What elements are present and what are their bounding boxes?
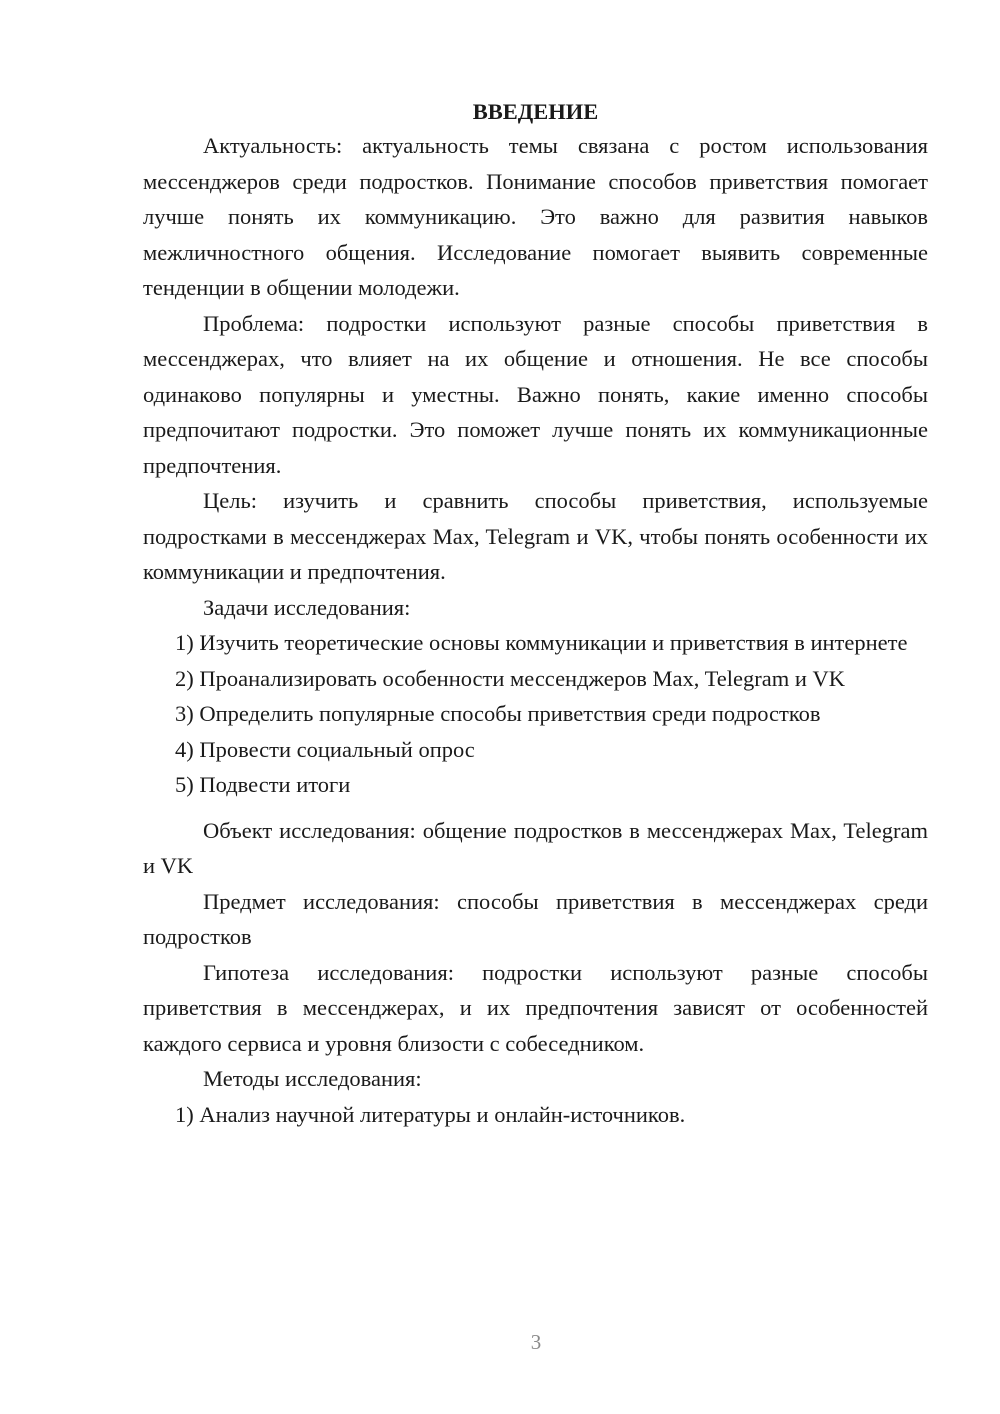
method-item-1: 1) Анализ научной литературы и онлайн-источников.: [175, 1101, 686, 1127]
paragraph-tasks-title: Задачи исследования:: [203, 594, 411, 620]
paragraph-subject: Предмет исследования: способы приветствия в мессенджерах среди подростков: [143, 888, 928, 949]
paragraph-problem: Проблема: подростки используют разные способы приветствия в мессенджерах, что влияет на их общение и отношения. Не все способы одинаково популярны и уместны. Важно понять, какие именно способы предпочитают подростки. Это поможет лучше понять их коммуникационные предпочтения.: [143, 310, 928, 478]
paragraph-goal: Цель: изучить и сравнить способы приветствия, используемые подростками в мессенджерах Max, Telegram и VK, чтобы понять особенности их коммуникации и предпочтения.: [143, 488, 928, 584]
task-item-2: 2) Проанализировать особенности мессенджеров Max, Telegram и VK: [175, 665, 846, 691]
section-heading: ВВЕДЕНИЕ: [472, 99, 599, 124]
paragraph-relevance: Актуальность: актуальность темы связана с ростом использования мессенджеров среди подростков. Понимание способов приветствия помогает лучше понять их коммуникацию. Это важно для развития навыков межличностного общения. Исследование помогает выявить современные тенденции в общении молодежи.: [143, 133, 928, 300]
page-number: 3: [530, 1330, 542, 1354]
paragraph-methods-title: Методы исследования:: [203, 1066, 422, 1091]
task-item-3: 3) Определить популярные способы приветствия среди подростков: [175, 701, 821, 726]
task-item-5: 5) Подвести итоги: [175, 772, 351, 797]
paragraph-object: Объект исследования: общение подростков в мессенджерах Max, Telegram и VK: [143, 817, 928, 878]
paragraph-hypothesis: Гипотеза исследования: подростки используют разные способы приветствия в мессенджерах, и их предпочтения зависят от особенностей каждого сервиса и уровня близости с собеседником.: [143, 959, 928, 1056]
task-item-4: 4) Провести социальный опрос: [175, 736, 475, 762]
task-item-1: 1) Изучить теоретические основы коммуникации и приветствия в интернете: [175, 630, 908, 655]
document-body: [143, 95, 928, 1132]
